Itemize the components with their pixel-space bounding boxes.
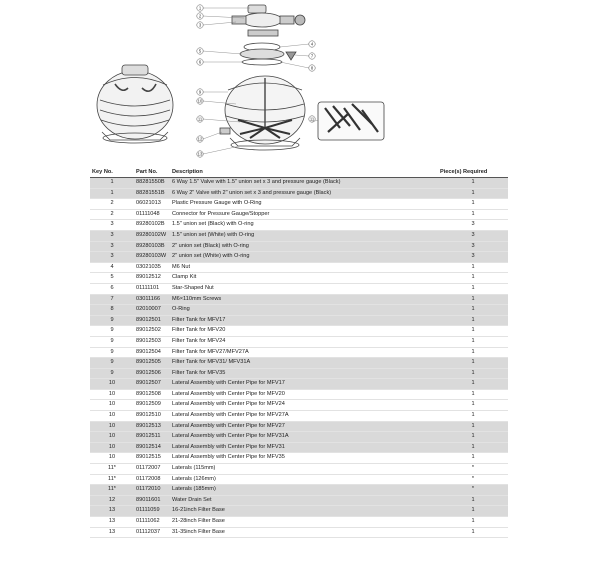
- callout-label: 10: [197, 98, 203, 104]
- part-no-cell: 89012510: [134, 411, 170, 422]
- part-no-cell: 89012504: [134, 347, 170, 358]
- table-row: [90, 485, 508, 496]
- key-cell: 9: [90, 347, 134, 358]
- callout-label: 9: [198, 89, 202, 95]
- qty-cell: 1: [438, 517, 508, 528]
- qty-cell: 1: [438, 358, 508, 369]
- qty-cell: 1: [438, 411, 508, 422]
- description-cell: Plastic Pressure Gauge with O-Ring: [170, 199, 438, 210]
- part-no-cell: 89012511: [134, 432, 170, 443]
- table-row: [90, 241, 508, 252]
- part-no-cell: 01111059: [134, 506, 170, 517]
- part-no-cell: 06021013: [134, 199, 170, 210]
- qty-cell: 1: [438, 389, 508, 400]
- key-cell: 3: [90, 241, 134, 252]
- table-header-row: [90, 167, 508, 178]
- callout-label: 11: [309, 116, 315, 122]
- key-cell: 9: [90, 358, 134, 369]
- part-no-cell: 01172010: [134, 485, 170, 496]
- description-cell: O-Ring: [170, 305, 438, 316]
- key-cell: 9: [90, 315, 134, 326]
- key-cell: 9: [90, 336, 134, 347]
- part-no-cell: 02010007: [134, 305, 170, 316]
- part-no-cell: 89012509: [134, 400, 170, 411]
- callout-label: 7: [310, 53, 314, 59]
- part-no-cell: 89012512: [134, 273, 170, 284]
- callout-label: 5: [198, 48, 202, 54]
- table-row: [90, 411, 508, 422]
- description-cell: M6×110mm Screws: [170, 294, 438, 305]
- description-cell: Filter Tank for MFV20: [170, 326, 438, 337]
- qty-cell: 1: [438, 442, 508, 453]
- exploded-parts-diagram: [0, 0, 600, 165]
- part-no-cell: 89012508: [134, 389, 170, 400]
- description-cell: Lateral Assembly with Center Pipe for MFV27: [170, 421, 438, 432]
- table-row: [90, 209, 508, 220]
- key-cell: 3: [90, 220, 134, 231]
- qty-cell: *: [438, 485, 508, 496]
- key-cell: 1: [90, 178, 134, 189]
- description-cell: Lateral Assembly with Center Pipe for MFV27A: [170, 411, 438, 422]
- qty-cell: 1: [438, 326, 508, 337]
- key-cell: 8: [90, 305, 134, 316]
- key-cell: 11*: [90, 474, 134, 485]
- key-cell: 3: [90, 252, 134, 263]
- qty-cell: 1: [438, 283, 508, 294]
- description-cell: Laterals (115mm): [170, 464, 438, 475]
- description-cell: Lateral Assembly with Center Pipe for MFV17: [170, 379, 438, 390]
- description-cell: 16-21inch Filter Base: [170, 506, 438, 517]
- description-cell: 31-35inch Filter Base: [170, 527, 438, 538]
- part-no-cell: 89280102B: [134, 220, 170, 231]
- part-no-cell: 01111048: [134, 209, 170, 220]
- table-row: [90, 379, 508, 390]
- qty-cell: 1: [438, 336, 508, 347]
- part-no-cell: 89012503: [134, 336, 170, 347]
- qty-cell: 1: [438, 199, 508, 210]
- description-cell: Lateral Assembly with Center Pipe for MFV31A: [170, 432, 438, 443]
- table-row: [90, 527, 508, 538]
- description-cell: 2" union set (Black) with O-ring: [170, 241, 438, 252]
- description-cell: Laterals (126mm): [170, 474, 438, 485]
- table-row: [90, 294, 508, 305]
- key-cell: 12: [90, 495, 134, 506]
- part-no-cell: 89012505: [134, 358, 170, 369]
- description-cell: Filter Tank for MFV31/ MFV31A: [170, 358, 438, 369]
- header-description: Description: [170, 167, 438, 178]
- description-cell: Star-Shaped Nut: [170, 283, 438, 294]
- table-row: [90, 178, 508, 189]
- key-cell: 2: [90, 209, 134, 220]
- part-no-cell: 89012513: [134, 421, 170, 432]
- callout-label: 4: [310, 41, 314, 47]
- callout-label: 3: [198, 22, 202, 28]
- table-row: [90, 517, 508, 528]
- part-no-cell: 89012515: [134, 453, 170, 464]
- key-cell: 7: [90, 294, 134, 305]
- description-cell: Filter Tank for MFV17: [170, 315, 438, 326]
- table-row: [90, 220, 508, 231]
- qty-cell: *: [438, 464, 508, 475]
- qty-cell: 1: [438, 188, 508, 199]
- key-cell: 9: [90, 326, 134, 337]
- description-cell: 6 Way 2" Valve with 2" union set x 3 and pressure gauge (Black): [170, 188, 438, 199]
- key-cell: 10: [90, 379, 134, 390]
- description-cell: M6 Nut: [170, 262, 438, 273]
- qty-cell: 1: [438, 506, 508, 517]
- table-row: [90, 315, 508, 326]
- table-row: [90, 432, 508, 443]
- key-cell: 10: [90, 453, 134, 464]
- table-row: [90, 262, 508, 273]
- key-cell: 3: [90, 230, 134, 241]
- header-key-no: Key No.: [90, 167, 134, 178]
- part-no-cell: 89012502: [134, 326, 170, 337]
- callout-label: 12: [197, 136, 203, 142]
- description-cell: Water Drain Set: [170, 495, 438, 506]
- key-cell: 6: [90, 283, 134, 294]
- qty-cell: 1: [438, 273, 508, 284]
- table-row: [90, 389, 508, 400]
- part-no-cell: 89012507: [134, 379, 170, 390]
- part-no-cell: 88281551B: [134, 188, 170, 199]
- description-cell: 1.5" union set (Black) with O-ring: [170, 220, 438, 231]
- table-row: [90, 199, 508, 210]
- qty-cell: *: [438, 474, 508, 485]
- qty-cell: 1: [438, 209, 508, 220]
- table-row: [90, 230, 508, 241]
- part-no-cell: 01111101: [134, 283, 170, 294]
- part-no-cell: 01172008: [134, 474, 170, 485]
- key-cell: 10: [90, 400, 134, 411]
- key-cell: 2: [90, 199, 134, 210]
- description-cell: Filter Tank for MFV24: [170, 336, 438, 347]
- description-cell: Filter Tank for MFV35: [170, 368, 438, 379]
- laterals-detail-illustration: [318, 102, 384, 140]
- qty-cell: 1: [438, 178, 508, 189]
- part-no-cell: 88281550B: [134, 178, 170, 189]
- table-row: [90, 188, 508, 199]
- part-no-cell: 89012506: [134, 368, 170, 379]
- key-cell: 9: [90, 368, 134, 379]
- qty-cell: 3: [438, 252, 508, 263]
- description-cell: Lateral Assembly with Center Pipe for MFV31: [170, 442, 438, 453]
- table-row: [90, 368, 508, 379]
- table-row: [90, 474, 508, 485]
- key-cell: 13: [90, 527, 134, 538]
- qty-cell: 3: [438, 230, 508, 241]
- description-cell: 1.5" union set (White) with O-ring: [170, 230, 438, 241]
- description-cell: Lateral Assembly with Center Pipe for MFV24: [170, 400, 438, 411]
- description-cell: Filter Tank for MFV27/MFV27A: [170, 347, 438, 358]
- header-part-no: Part No.: [134, 167, 170, 178]
- key-cell: 10: [90, 389, 134, 400]
- key-cell: 10: [90, 432, 134, 443]
- part-no-cell: 89280103W: [134, 252, 170, 263]
- qty-cell: 1: [438, 432, 508, 443]
- key-cell: 1: [90, 188, 134, 199]
- table-row: [90, 453, 508, 464]
- key-cell: 11*: [90, 464, 134, 475]
- table-row: [90, 464, 508, 475]
- description-cell: 21-28inch Filter Base: [170, 517, 438, 528]
- table-row: [90, 442, 508, 453]
- closed-tank-illustration: [97, 65, 173, 143]
- description-cell: Clamp Kit: [170, 273, 438, 284]
- key-cell: 13: [90, 517, 134, 528]
- part-no-cell: 01112037: [134, 527, 170, 538]
- description-cell: Laterals (185mm): [170, 485, 438, 496]
- part-no-cell: 01172007: [134, 464, 170, 475]
- part-no-cell: 89012501: [134, 315, 170, 326]
- qty-cell: 3: [438, 241, 508, 252]
- parts-list-table: [90, 167, 508, 538]
- header-pieces-required: Piece(s) Required: [438, 167, 508, 178]
- callout-label: 1: [198, 5, 202, 11]
- description-cell: 6 Way 1.5" Valve with 1.5" union set x 3 and pressure gauge (Black): [170, 178, 438, 189]
- table-row: [90, 283, 508, 294]
- qty-cell: 1: [438, 347, 508, 358]
- open-tank-illustration: [220, 76, 305, 150]
- key-cell: 10: [90, 442, 134, 453]
- qty-cell: 1: [438, 368, 508, 379]
- table-row: [90, 400, 508, 411]
- table-row: [90, 252, 508, 263]
- qty-cell: 1: [438, 315, 508, 326]
- callout-label: 2: [198, 13, 202, 19]
- description-cell: Connector for Pressure Gauge/Stopper: [170, 209, 438, 220]
- part-no-cell: 89012514: [134, 442, 170, 453]
- qty-cell: 1: [438, 453, 508, 464]
- qty-cell: 1: [438, 262, 508, 273]
- table-row: [90, 495, 508, 506]
- qty-cell: 1: [438, 294, 508, 305]
- valve-assembly-illustration: [232, 5, 305, 65]
- table-row: [90, 273, 508, 284]
- description-cell: Lateral Assembly with Center Pipe for MFV20: [170, 389, 438, 400]
- qty-cell: 1: [438, 527, 508, 538]
- description-cell: 2" union set (White) with O-ring: [170, 252, 438, 263]
- qty-cell: 3: [438, 220, 508, 231]
- qty-cell: 1: [438, 421, 508, 432]
- table-row: [90, 326, 508, 337]
- table-row: [90, 347, 508, 358]
- qty-cell: 1: [438, 379, 508, 390]
- part-no-cell: 03011166: [134, 294, 170, 305]
- callout-label: 13: [197, 151, 203, 157]
- key-cell: 5: [90, 273, 134, 284]
- table-row: [90, 358, 508, 369]
- table-row: [90, 421, 508, 432]
- part-no-cell: 89280103B: [134, 241, 170, 252]
- callout-label: 8: [310, 65, 314, 71]
- part-no-cell: 03021035: [134, 262, 170, 273]
- key-cell: 4: [90, 262, 134, 273]
- table-row: [90, 336, 508, 347]
- qty-cell: 1: [438, 495, 508, 506]
- callout-label: 6: [198, 59, 202, 65]
- table-row: [90, 305, 508, 316]
- key-cell: 13: [90, 506, 134, 517]
- part-no-cell: 89280102W: [134, 230, 170, 241]
- qty-cell: 1: [438, 400, 508, 411]
- key-cell: 10: [90, 421, 134, 432]
- qty-cell: 1: [438, 305, 508, 316]
- table-row: [90, 506, 508, 517]
- part-no-cell: 89011601: [134, 495, 170, 506]
- description-cell: Lateral Assembly with Center Pipe for MFV35: [170, 453, 438, 464]
- part-no-cell: 01111062: [134, 517, 170, 528]
- key-cell: 11*: [90, 485, 134, 496]
- callout-label: 11: [197, 116, 203, 122]
- key-cell: 10: [90, 411, 134, 422]
